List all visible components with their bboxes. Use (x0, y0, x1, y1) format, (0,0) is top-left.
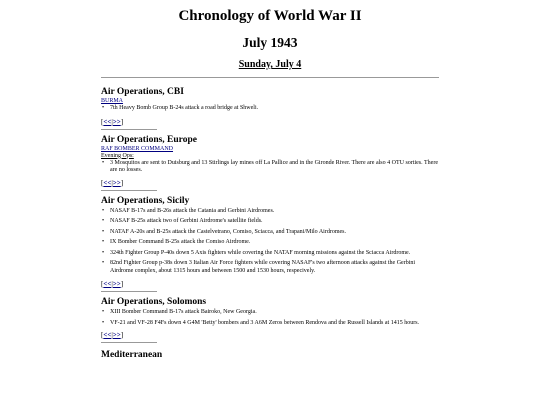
nav-bracket-close: ] (120, 178, 124, 187)
nav-next-button[interactable]: >> (112, 117, 121, 126)
section-note: Evening Ops: (101, 152, 134, 159)
section-air-operations-solomons (101, 297, 439, 343)
nav-prev-button[interactable]: << (103, 178, 112, 187)
nav-bracket-open: [ (101, 178, 104, 187)
event-item: • 324th Fighter Group P-40s down 5 Axis fighters while covering the NATAF morning missions against the Sciacca Airdrome. (110, 250, 439, 258)
nav-next-button[interactable]: >> (112, 331, 121, 339)
nav-separator: | (111, 331, 113, 339)
nav-prev-button[interactable]: << (103, 117, 112, 126)
nav-next-button[interactable]: >> (112, 178, 121, 187)
nav-separator: | (111, 178, 113, 187)
nav-prev-button[interactable]: << (103, 280, 112, 288)
page-month: July 1943 (242, 35, 298, 50)
nav-row (101, 280, 439, 289)
section-divider (101, 291, 157, 292)
event-list (101, 309, 439, 327)
nav-row (101, 179, 439, 188)
nav-next-button[interactable]: >> (112, 280, 121, 288)
section-subhead: BURMA (101, 98, 124, 104)
section-air-operations-cbi (101, 87, 439, 130)
event-item: • 7th Heavy Bomb Group B-24s attack a road bridge at Shweli. (110, 105, 439, 113)
nav-bracket-close: ] (120, 331, 124, 339)
nav-prev-button[interactable]: << (103, 331, 112, 339)
section-title: Air Operations, Solomons (101, 297, 207, 307)
event-item: • 3 Mosquitos are sent to Duisburg and 13 Stirlings lay mines off La Pallice and in the Gironde River. There are also 4 OTU sorties. There are no losses. (110, 160, 439, 175)
section-air-operations-europe (101, 135, 439, 191)
section-title: Mediterranean (101, 350, 163, 360)
event-list (101, 208, 439, 276)
nav-bracket-close: ] (120, 280, 124, 288)
page-date: Sunday, July 4 (238, 59, 302, 70)
chronology-content (101, 80, 439, 361)
header-divider (101, 77, 439, 78)
nav-separator: | (111, 117, 113, 126)
event-item: • NASAF B-25s attack two of Gerbini Airdrome's satellite fields. (110, 218, 439, 226)
event-item: • 82nd Fighter Group p-38s down 3 Italian Air Force fighters while covering NASAF's two afternoon attacks against the Gerbini Airdrome complex, about 1315 hours and between 1500 and 1530 hours, respecively. (110, 260, 439, 275)
section-title: Air Operations, Europe (101, 134, 197, 145)
event-list (101, 105, 439, 113)
nav-row (101, 331, 439, 340)
nav-bracket-open: [ (101, 280, 104, 288)
nav-bracket-open: [ (101, 331, 104, 339)
section-title: Air Operations, CBI (101, 87, 184, 97)
event-item: • XIII Bomber Command B-17s attack Bairoko, New Georgia. (110, 309, 439, 317)
section-subhead: RAF BOMBER COMMAND (101, 145, 174, 152)
event-item: • NATAF A-20s and B-25s attack the Castelvetrano, Comiso, Sciacca, and Trapani/Milo Airdromes. (110, 229, 439, 237)
nav-bracket-open: [ (101, 117, 104, 126)
section-mediterranean (101, 350, 439, 361)
section-divider (101, 190, 157, 191)
nav-bracket-close: ] (120, 117, 124, 126)
event-item: • NASAF B-17s and B-26s attack the Catania and Gerbini Airdromes. (110, 208, 439, 216)
nav-separator: | (111, 280, 113, 288)
nav-row (101, 118, 439, 127)
page-title: Chronology of World War II (178, 8, 362, 24)
event-item: • VF-21 and VF-28 F4Fs down 4 G4M 'Betty' bombers and 3 A6M Zeros between Rendova and the Russell Islands at 1415 hours. (110, 320, 439, 328)
section-divider (101, 129, 157, 130)
event-item: • IX Bomber Command B-25s attack the Comiso Airdrome. (110, 239, 439, 247)
section-divider (101, 342, 157, 343)
event-list (101, 160, 439, 175)
section-title: Air Operations, Sicily (101, 195, 190, 206)
section-air-operations-sicily (101, 196, 439, 293)
